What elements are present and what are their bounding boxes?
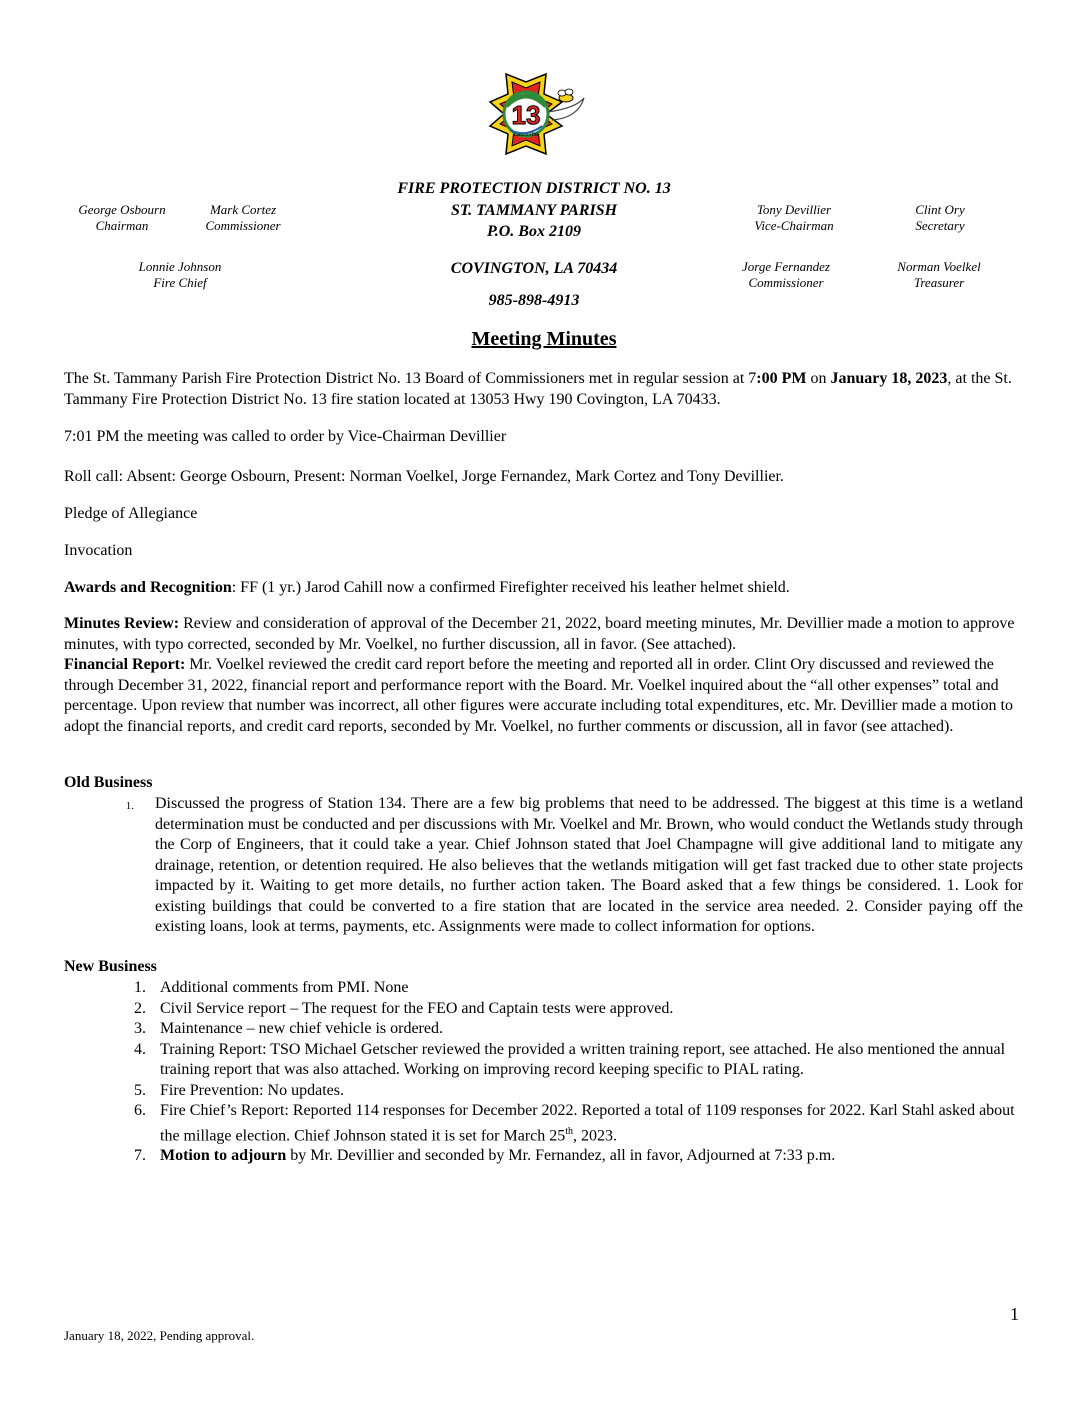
minutes-review-label: Minutes Review: [64,615,180,632]
officer-title: Treasurer [913,275,965,290]
financial-report-text: Mr. Voelkel reviewed the credit card report before the meeting and reported all in order. Clint Ory discussed and reviewed the through December 31, 2022, financial report and performance report with the Board. Mr. Voelkel inquired about the “all other expenses” total and percentage. Upon review that number was incorrect, all other figures were accurate including total expenditures, etc. Mr. Devillier made a motion to adopt the financial reports, and credit card reports, seconded by Mr. Voelkel, no further comments or discussion, all in favor (see attached). [64,656,1013,735]
officer-title: Commissioner [748,275,824,290]
list-item [0,1146,1088,1167]
list-item-number: 1. [134,979,146,996]
list-item-text: Fire Prevention: No updates. [160,1081,344,1099]
list-item-number: 4. [134,1040,146,1058]
minutes-review-text: Review and consideration of approval of the December 21, 2022, board meeting minutes, Mr. Devillier made a motion to approve minutes, with typo corrected, seconded by Mr. Voelkel, no further discussion, all in favor. (See attached). [64,615,1015,653]
list-item-text: Maintenance – new chief vehicle is ordered. [160,1020,443,1037]
chief-report-text-a: Fire Chief’s Report: Reported 114 responses for December 2022. Reported a total of 1109 responses for 2022. Karl Stahl asked about the millage election. Chief Johnson stated it is set for March 25 [160,1102,1015,1144]
list-item-text [160,1101,1023,1146]
officer-cortez [188,202,298,234]
header-city: COVINGTON, LA 70434 [450,260,618,277]
list-item-number: 2. [134,999,146,1017]
list-item [0,794,1088,938]
call-to-order: 7:01 PM the meeting was called to order by Vice-Chairman Devillier [64,428,507,445]
list-item-number: 5. [134,1081,146,1099]
intro-text-b: on [806,370,831,387]
awards-label: Awards and Recognition [64,579,232,596]
minutes-review-paragraph [64,614,1026,737]
page-number: 1 [1010,1304,1019,1324]
awards-text: : FF (1 yr.) Jarod Cahill now a confirmed Firefighter received his leather helmet shield. [231,579,790,596]
header-parish: ST. TAMMANY PARISH [450,202,618,219]
list-item-text: Discussed the progress of Station 134. There are a few big problems that need to be addressed. The biggest at this time is a wetland determination must be conducted and per discussions with Mr. Voelkel and Mr. Brown, who would conduct the Wetlands study through the Corp of Engineers, that it could take a year. Chief Johnson stated that Joel Champagne will give additional land to mitigate any drainage, retention, or detention required. He also believes that the wetlands mitigation will get fast tracked due to other state projects impacted by it. Waiting to get more details, no further action taken. The Board asked that a few things be considered. 1. Look for existing buildings that could be converted to a fire station that are located in the service area needed. 2. Consider paying off the existing loans, look at terms, payments, etc. Assignments were made to collect information for options. [155,795,1023,935]
page-title: Meeting Minutes [471,328,617,350]
header-district-name: FIRE PROTECTION DISTRICT NO. 13 [397,180,671,197]
intro-text-a: The St. Tammany Parish Fire Protection District No. 13 Board of Commissioners met in regular session at 7 [64,370,757,387]
pledge: Pledge of Allegiance [64,505,198,522]
officer-title: Fire Chief [153,275,207,290]
list-item [0,999,1088,1020]
list-item-number: 7. [134,1147,146,1165]
chief-report-sup: th [565,1125,574,1137]
list-item-number: 6. [134,1102,146,1119]
officer-ory [880,202,1000,234]
officer-name: Tony Devillier [756,202,832,217]
officer-name: Norman Voelkel [897,259,981,274]
old-business-list [0,794,1088,938]
header-po-box: P.O. Box 2109 [487,223,581,240]
intro-paragraph [64,369,1026,410]
list-item [0,1040,1088,1081]
old-business-title: Old Business [64,774,153,791]
list-item [0,1101,1088,1146]
list-item [0,1019,1088,1040]
roll-call: Roll call: Absent: George Osbourn, Present: Norman Voelkel, Jorge Fernandez, Mark Cortez and Tony Devillier. [64,468,784,485]
intro-text-c: , at the St. Tammany Fire Protection District No. 13 fire station located at 13053 Hwy 190 Covington, LA 70433. [64,370,1012,408]
adjourn-text: by Mr. Devillier and seconded by Mr. Fernandez, all in favor, Adjourned at 7:33 p.m. [286,1147,836,1165]
officer-name: Mark Cortez [209,202,277,217]
footer-note: January 18, 2022, Pending approval. [64,1328,255,1343]
district-logo [466,68,591,160]
officer-title: Commissioner [205,218,281,233]
officer-name: Clint Ory [915,202,965,217]
list-item-text: Training Report: TSO Michael Getscher reviewed the provided a written training report, see attached. He also mentioned the annual training report that was also attached. Working on improving record keeping specific to PIAL rating. [160,1040,1006,1078]
awards-paragraph [64,578,1026,599]
adjourn-label: Motion to adjourn [160,1147,287,1165]
list-item-text [160,1146,1023,1167]
officer-title: Chairman [95,218,149,233]
financial-report-label: Financial Report: [64,656,186,673]
list-item-number: 1. [125,800,134,812]
officer-name: George Osbourn [78,202,166,217]
logo-number: 13 [511,100,541,130]
new-business-list [0,978,1088,1167]
invocation: Invocation [64,542,133,559]
list-item [0,978,1088,999]
list-item-text: Additional comments from PMI. None [160,979,409,996]
list-item-number: 3. [134,1020,146,1037]
officer-title: Secretary [915,218,965,233]
chief-report-text-b: , 2023. [573,1126,618,1144]
officer-title: Vice-Chairman [754,218,834,233]
officer-name: Jorge Fernandez [742,259,830,274]
officer-devillier [734,202,854,234]
logo-arc-text: Lacombe [513,132,539,138]
officer-name: Lonnie Johnson [138,259,222,274]
officer-voelkel [874,259,1004,291]
list-item [0,1081,1088,1102]
officer-johnson [120,259,240,291]
officer-fernandez [726,259,846,291]
new-business-title: New Business [64,958,157,975]
maltese-cross-logo-icon [466,68,591,160]
intro-date: January 18, 2023 [830,370,948,387]
list-item-text: Civil Service report – The request for the FEO and Captain tests were approved. [160,999,674,1017]
intro-time: :00 PM [756,370,807,387]
officer-osbourn [62,202,182,234]
header-phone: 985-898-4913 [488,292,580,309]
